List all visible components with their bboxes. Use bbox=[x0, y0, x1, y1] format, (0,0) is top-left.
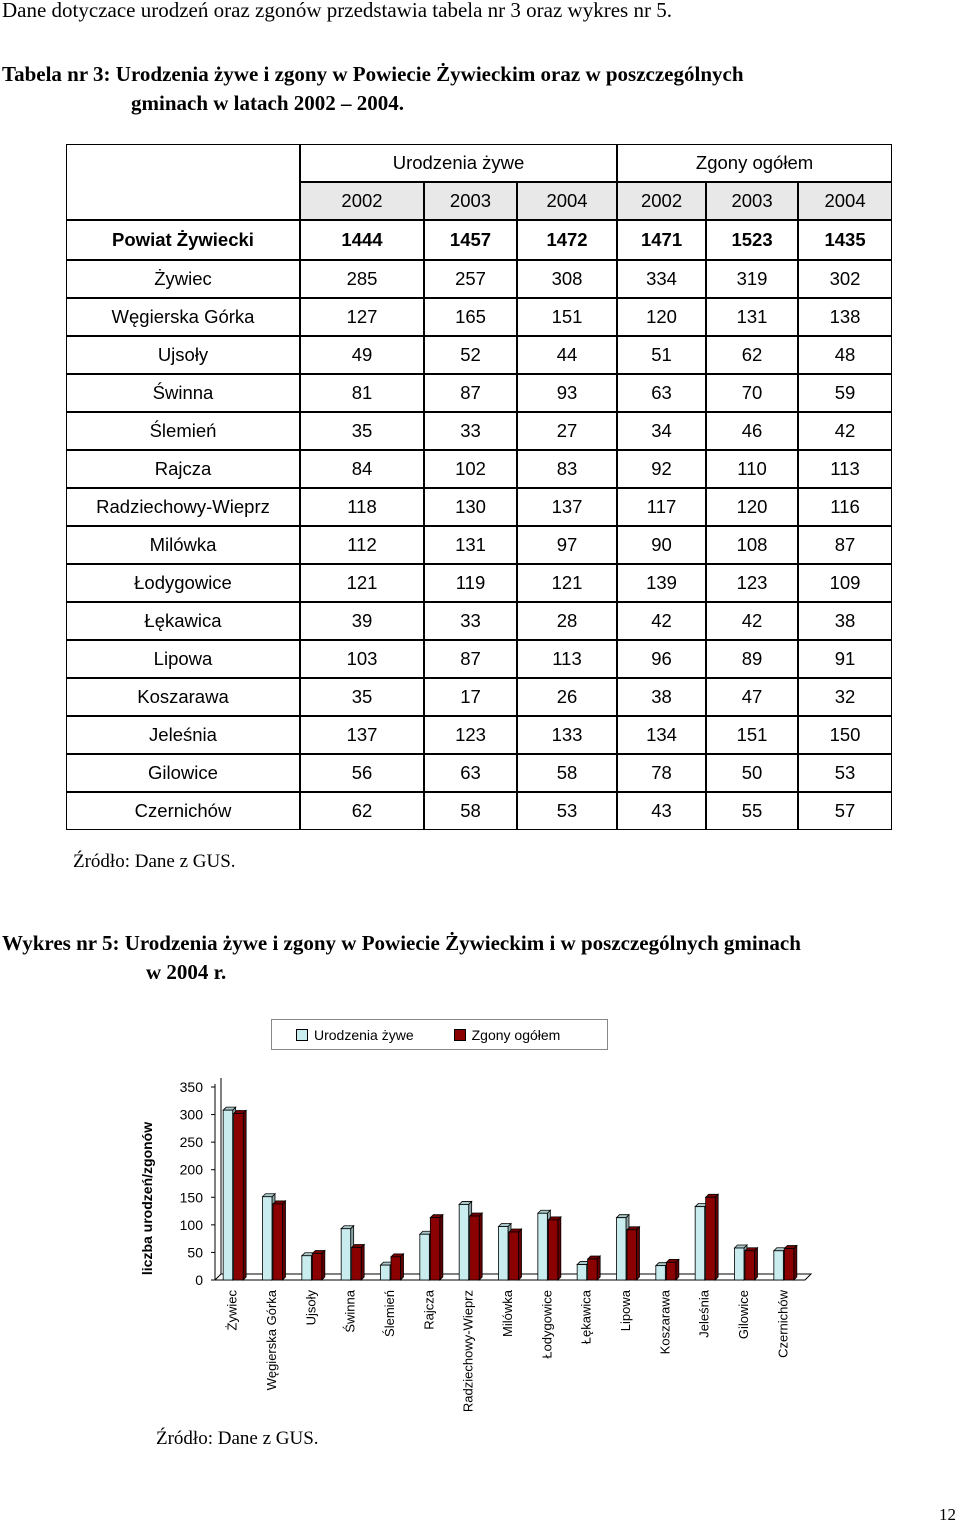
bar bbox=[666, 1262, 676, 1280]
table-cell: 17 bbox=[424, 678, 517, 716]
bar-side bbox=[637, 1227, 640, 1280]
table-cell: 78 bbox=[617, 754, 706, 792]
group-header-deaths: Zgony ogółem bbox=[617, 144, 892, 182]
chart-legend bbox=[271, 1019, 608, 1050]
chart-caption bbox=[2, 929, 957, 987]
bar-side bbox=[558, 1217, 561, 1280]
table-cell: 151 bbox=[517, 298, 617, 336]
row-name: Ujsoły bbox=[66, 336, 300, 374]
table-cell: 32 bbox=[798, 678, 892, 716]
bar bbox=[706, 1197, 716, 1280]
table-cell: 112 bbox=[300, 526, 424, 564]
table-cell: 137 bbox=[300, 716, 424, 754]
bar bbox=[459, 1204, 469, 1280]
bar-side bbox=[755, 1248, 758, 1280]
table-cell: 52 bbox=[424, 336, 517, 374]
table-cell: 58 bbox=[517, 754, 617, 792]
table-cell: 55 bbox=[706, 792, 798, 830]
group-header-births: Urodzenia żywe bbox=[300, 144, 617, 182]
bar bbox=[273, 1204, 283, 1280]
births-deaths-table bbox=[66, 144, 892, 830]
table-cell: 90 bbox=[617, 526, 706, 564]
bar bbox=[538, 1213, 548, 1280]
table-cell: 119 bbox=[424, 564, 517, 602]
bar bbox=[470, 1216, 480, 1280]
bar bbox=[577, 1265, 587, 1280]
table-cell: 319 bbox=[706, 260, 798, 298]
table-row bbox=[66, 754, 892, 792]
bar bbox=[617, 1218, 627, 1280]
x-tick-label: Świnna bbox=[342, 1290, 358, 1333]
table-cell: 130 bbox=[424, 488, 517, 526]
table-row bbox=[66, 450, 892, 488]
table-cell: 43 bbox=[617, 792, 706, 830]
bar bbox=[352, 1247, 362, 1280]
y-tick-label: 150 bbox=[179, 1189, 203, 1206]
legend-item-deaths bbox=[454, 1027, 561, 1043]
bar bbox=[430, 1218, 440, 1280]
bar bbox=[312, 1254, 322, 1280]
table-cell: 334 bbox=[617, 260, 706, 298]
x-tick-label: Żywiec bbox=[224, 1290, 240, 1331]
table-row bbox=[66, 336, 892, 374]
bar-side bbox=[715, 1194, 718, 1280]
y-tick-label: 0 bbox=[195, 1272, 203, 1288]
table-cell: 1472 bbox=[517, 220, 617, 260]
x-tick-label: Ujsoły bbox=[303, 1290, 319, 1326]
table-cell: 302 bbox=[798, 260, 892, 298]
table-cell: 39 bbox=[300, 602, 424, 640]
legend-item-births bbox=[296, 1027, 414, 1043]
table-cell: 137 bbox=[517, 488, 617, 526]
table-cell: 308 bbox=[517, 260, 617, 298]
year-header: 2002 bbox=[617, 182, 706, 220]
table-cell: 70 bbox=[706, 374, 798, 412]
table-cell: 42 bbox=[798, 412, 892, 450]
table-cell: 1444 bbox=[300, 220, 424, 260]
table-cell: 93 bbox=[517, 374, 617, 412]
table-cell: 116 bbox=[798, 488, 892, 526]
bar bbox=[745, 1251, 755, 1280]
year-header: 2004 bbox=[798, 182, 892, 220]
table-cell: 87 bbox=[424, 374, 517, 412]
row-name: Koszarawa bbox=[66, 678, 300, 716]
year-header: 2003 bbox=[424, 182, 517, 220]
table-cell: 113 bbox=[798, 450, 892, 488]
table-cell: 121 bbox=[517, 564, 617, 602]
table-cell: 59 bbox=[798, 374, 892, 412]
table-cell: 81 bbox=[300, 374, 424, 412]
table-caption bbox=[2, 60, 942, 118]
intro-text: Dane dotyczace urodzeń oraz zgonów przedstawia tabela nr 3 oraz wykres nr 5. bbox=[2, 0, 672, 22]
x-tick-label: Milówka bbox=[500, 1290, 515, 1337]
bar bbox=[627, 1230, 637, 1280]
table-cell: 84 bbox=[300, 450, 424, 488]
bar-side bbox=[440, 1215, 443, 1280]
table-cell: 127 bbox=[300, 298, 424, 336]
bar bbox=[588, 1259, 598, 1280]
row-name: Czernichów bbox=[66, 792, 300, 830]
table-cell: 46 bbox=[706, 412, 798, 450]
bar-side bbox=[283, 1201, 286, 1280]
table-cell: 131 bbox=[706, 298, 798, 336]
row-name: Jeleśnia bbox=[66, 716, 300, 754]
bar bbox=[695, 1207, 705, 1280]
table-cell: 110 bbox=[706, 450, 798, 488]
group-header-row bbox=[66, 144, 892, 182]
table-cell: 285 bbox=[300, 260, 424, 298]
table-cell: 150 bbox=[798, 716, 892, 754]
table-cell: 121 bbox=[300, 564, 424, 602]
table-cell: 138 bbox=[798, 298, 892, 336]
table-cell: 139 bbox=[617, 564, 706, 602]
y-tick-label: 200 bbox=[179, 1161, 203, 1178]
table-row bbox=[66, 678, 892, 716]
page-number: 12 bbox=[939, 1505, 956, 1524]
table-cell: 118 bbox=[300, 488, 424, 526]
table-cell: 50 bbox=[706, 754, 798, 792]
table-cell: 42 bbox=[617, 602, 706, 640]
x-tick-label: Radziechowy-Wieprz bbox=[460, 1290, 476, 1413]
table-cell: 133 bbox=[517, 716, 617, 754]
y-tick-label: 50 bbox=[187, 1244, 203, 1261]
table-cell: 134 bbox=[617, 716, 706, 754]
row-name: Łękawica bbox=[66, 602, 300, 640]
table-cell: 257 bbox=[424, 260, 517, 298]
x-tick-label: Rajcza bbox=[421, 1290, 437, 1330]
year-header: 2003 bbox=[706, 182, 798, 220]
table-cell: 91 bbox=[798, 640, 892, 678]
table-source: Źródło: Dane z GUS. bbox=[73, 851, 236, 872]
table-row bbox=[66, 640, 892, 678]
table-cell: 120 bbox=[617, 298, 706, 336]
x-tick-label: Lipowa bbox=[618, 1290, 633, 1332]
y-tick-label: 350 bbox=[179, 1079, 203, 1095]
total-row bbox=[66, 220, 892, 260]
table-cell: 53 bbox=[517, 792, 617, 830]
table-cell: 28 bbox=[517, 602, 617, 640]
table-cell: 53 bbox=[798, 754, 892, 792]
bar bbox=[234, 1113, 244, 1280]
bar bbox=[735, 1248, 745, 1280]
table-cell: 35 bbox=[300, 678, 424, 716]
x-tick-label: Łękawica bbox=[578, 1290, 594, 1345]
table-cell: 113 bbox=[517, 640, 617, 678]
bar-side bbox=[794, 1246, 797, 1280]
bar-side bbox=[597, 1256, 600, 1280]
table-cell: 117 bbox=[617, 488, 706, 526]
table-cell: 83 bbox=[517, 450, 617, 488]
bar-side bbox=[361, 1244, 364, 1280]
x-tick-label: Jeleśnia bbox=[696, 1290, 712, 1338]
row-name: Gilowice bbox=[66, 754, 300, 792]
table-cell: 35 bbox=[300, 412, 424, 450]
header-blank-cell bbox=[66, 144, 300, 220]
table-cell: 42 bbox=[706, 602, 798, 640]
bar bbox=[784, 1249, 794, 1280]
table-cell: 120 bbox=[706, 488, 798, 526]
table-cell: 87 bbox=[424, 640, 517, 678]
legend-swatch-deaths bbox=[454, 1029, 466, 1041]
table-cell: 63 bbox=[617, 374, 706, 412]
table-cell: 38 bbox=[798, 602, 892, 640]
table-cell: 44 bbox=[517, 336, 617, 374]
table-cell: 108 bbox=[706, 526, 798, 564]
table-cell: 92 bbox=[617, 450, 706, 488]
table-cell: 62 bbox=[300, 792, 424, 830]
table-row bbox=[66, 602, 892, 640]
table-cell: 1523 bbox=[706, 220, 798, 260]
table-cell: 48 bbox=[798, 336, 892, 374]
bar bbox=[499, 1227, 509, 1280]
row-name: Lipowa bbox=[66, 640, 300, 678]
row-name: Radziechowy-Wieprz bbox=[66, 488, 300, 526]
table-row bbox=[66, 792, 892, 830]
y-tick-label: 300 bbox=[179, 1106, 203, 1123]
table-caption-line1: Tabela nr 3: Urodzenia żywe i zgony w Powiecie Żywieckim oraz w poszczególnych bbox=[2, 62, 744, 86]
row-name: Rajcza bbox=[66, 450, 300, 488]
bar bbox=[391, 1257, 401, 1280]
row-name: Świnna bbox=[66, 374, 300, 412]
table-cell: 123 bbox=[706, 564, 798, 602]
table-row bbox=[66, 412, 892, 450]
table-cell: 109 bbox=[798, 564, 892, 602]
table-row bbox=[66, 260, 892, 298]
bar-side bbox=[479, 1213, 482, 1280]
x-tick-label: Ślemień bbox=[382, 1290, 397, 1337]
legend-label-births: Urodzenia żywe bbox=[314, 1026, 414, 1043]
table-cell: 51 bbox=[617, 336, 706, 374]
chart-source: Źródło: Dane z GUS. bbox=[156, 1428, 319, 1449]
table-row bbox=[66, 374, 892, 412]
chart-caption-line2: w 2004 r. bbox=[146, 960, 227, 984]
table-cell: 34 bbox=[617, 412, 706, 450]
row-name: Węgierska Górka bbox=[66, 298, 300, 336]
table-cell: 33 bbox=[424, 412, 517, 450]
y-axis-label: liczba urodzeń/zgonów bbox=[139, 1121, 155, 1276]
table-cell: 26 bbox=[517, 678, 617, 716]
table-cell: 1457 bbox=[424, 220, 517, 260]
bar-side bbox=[322, 1251, 325, 1280]
bar-chart bbox=[120, 1070, 820, 1420]
table-row bbox=[66, 526, 892, 564]
table-cell: 89 bbox=[706, 640, 798, 678]
table-cell: 97 bbox=[517, 526, 617, 564]
year-header: 2002 bbox=[300, 182, 424, 220]
total-row-name: Powiat Żywiecki bbox=[66, 220, 300, 260]
legend-swatch-births bbox=[296, 1029, 308, 1041]
bar bbox=[302, 1256, 312, 1280]
row-name: Ślemień bbox=[66, 412, 300, 450]
table-cell: 49 bbox=[300, 336, 424, 374]
table-cell: 96 bbox=[617, 640, 706, 678]
table-cell: 58 bbox=[424, 792, 517, 830]
table-cell: 62 bbox=[706, 336, 798, 374]
bar bbox=[509, 1232, 519, 1280]
row-name: Milówka bbox=[66, 526, 300, 564]
chart-caption-line1: Wykres nr 5: Urodzenia żywe i zgony w Powiecie Żywieckim i w poszczególnych gminach bbox=[2, 931, 801, 955]
table-cell: 56 bbox=[300, 754, 424, 792]
bar bbox=[656, 1266, 666, 1280]
table-cell: 1435 bbox=[798, 220, 892, 260]
table-cell: 151 bbox=[706, 716, 798, 754]
x-tick-label: Gilowice bbox=[736, 1290, 751, 1340]
row-name: Żywiec bbox=[66, 260, 300, 298]
bar-side bbox=[519, 1229, 522, 1280]
bar bbox=[548, 1220, 558, 1280]
bar-side bbox=[243, 1110, 246, 1280]
table-row bbox=[66, 716, 892, 754]
year-header: 2004 bbox=[517, 182, 617, 220]
bar bbox=[774, 1251, 784, 1280]
bar bbox=[420, 1234, 430, 1280]
legend-label-deaths: Zgony ogółem bbox=[471, 1026, 561, 1043]
table-cell: 131 bbox=[424, 526, 517, 564]
table-cell: 47 bbox=[706, 678, 798, 716]
table-cell: 87 bbox=[798, 526, 892, 564]
table-cell: 123 bbox=[424, 716, 517, 754]
bar bbox=[223, 1110, 233, 1280]
x-tick-label: Łodygowice bbox=[539, 1290, 555, 1359]
bar bbox=[381, 1265, 391, 1280]
table-row bbox=[66, 488, 892, 526]
y-tick-label: 250 bbox=[179, 1134, 203, 1151]
y-tick-label: 100 bbox=[179, 1216, 203, 1233]
table-cell: 165 bbox=[424, 298, 517, 336]
table-cell: 63 bbox=[424, 754, 517, 792]
x-tick-label: Koszarawa bbox=[657, 1290, 673, 1355]
table-cell: 102 bbox=[424, 450, 517, 488]
bar bbox=[263, 1197, 273, 1280]
row-name: Łodygowice bbox=[66, 564, 300, 602]
x-tick-label: Węgierska Górka bbox=[264, 1290, 279, 1391]
bar-side bbox=[401, 1254, 404, 1280]
table-caption-line2: gminach w latach 2002 – 2004. bbox=[131, 91, 404, 115]
table-cell: 103 bbox=[300, 640, 424, 678]
table-cell: 57 bbox=[798, 792, 892, 830]
table-cell: 1471 bbox=[617, 220, 706, 260]
x-tick-label: Czernichów bbox=[775, 1290, 791, 1358]
table-cell: 27 bbox=[517, 412, 617, 450]
table-row bbox=[66, 298, 892, 336]
table-cell: 33 bbox=[424, 602, 517, 640]
table-row bbox=[66, 564, 892, 602]
table-cell: 38 bbox=[617, 678, 706, 716]
bar bbox=[341, 1229, 351, 1280]
